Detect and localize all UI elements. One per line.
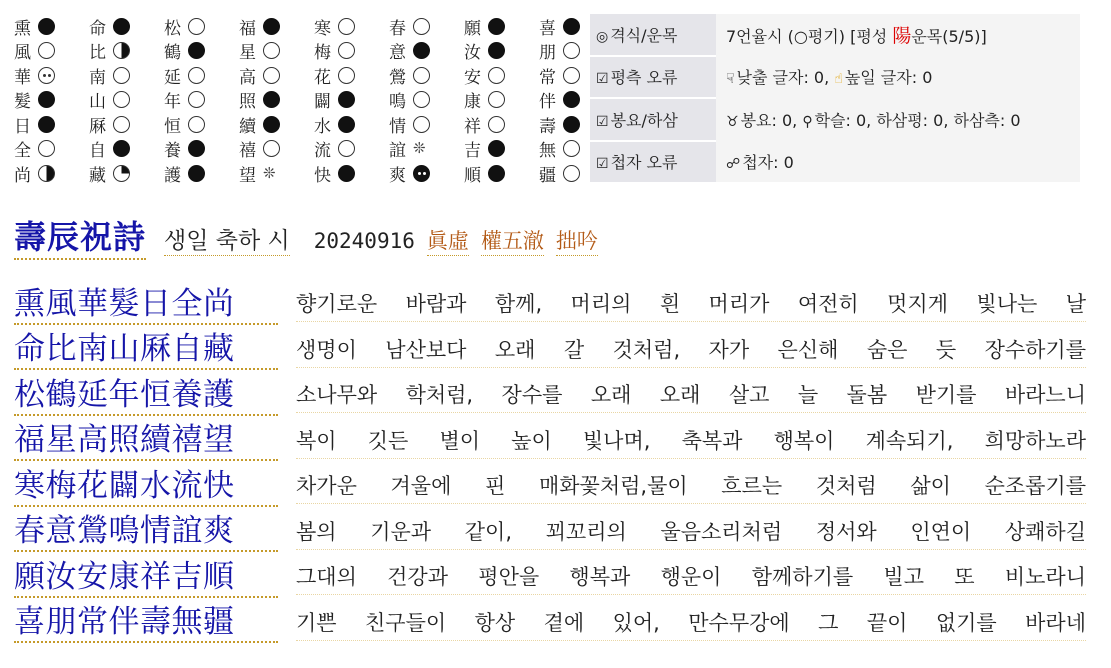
tone-char: 順 [464,165,481,186]
tone-cell [239,112,314,137]
tone-white-icon [563,140,580,157]
tone-black-icon [38,18,55,35]
analysis-table [590,14,1080,182]
tone-char: 松 [164,18,181,39]
tone-char: 延 [164,67,181,88]
tone-black-icon [413,42,430,59]
poem-line-hanzi[interactable]: 福星高照續禧望 [14,421,278,461]
tone-char: 汝 [464,43,481,64]
poem-line [14,328,1104,374]
tone-cell [389,39,464,64]
tone-cell [164,112,239,137]
tone-char: 闢 [314,92,331,113]
tone-cell [89,14,164,39]
tone-cell [89,112,164,137]
tone-cell [314,112,389,137]
tone-char: 鶯 [389,67,406,88]
poem-line-translation: 기쁜 친구들이 항상 곁에 있어, 만수무강에 그 끝이 없기를 바라네 [296,606,1086,641]
tone-white-icon [188,67,205,84]
tone-cell [314,63,389,88]
tone-char: 朋 [539,43,556,64]
tone-black-icon [488,165,505,182]
tone-cell [89,63,164,88]
tone-black-icon [188,140,205,157]
poem-line-hanzi[interactable]: 春意鶯鳴情誼爽 [14,512,278,552]
tone-white-icon [413,18,430,35]
tone-char: 星 [239,43,256,64]
rhyme-yang: 陽 [892,25,912,48]
tone-white-icon [113,116,130,133]
tone-char: 藏 [89,165,106,186]
tone-white-icon [263,42,280,59]
tone-char: 意 [389,43,406,64]
poem-line-hanzi[interactable]: 松鶴延年恒養護 [14,376,278,416]
poem-line-hanzi[interactable]: 寒梅花闢水流快 [14,467,278,507]
tone-white-icon [38,140,55,157]
tone-white-icon [338,67,355,84]
tone-cell [389,161,464,186]
tone-char: 吉 [464,141,481,162]
tone-cell [14,63,89,88]
tone-white-icon [413,116,430,133]
tone-white-icon [188,18,205,35]
tone-cell [314,88,389,113]
tone-black-icon [263,91,280,108]
tone-white-icon [338,140,355,157]
tone-char: 鶴 [164,43,181,64]
tone-black-icon [38,91,55,108]
poem-line [14,373,1104,419]
poem-line [14,464,1104,510]
tone-cell [239,63,314,88]
checkbox-icon: ☑ [596,71,609,88]
tone-cell [14,161,89,186]
tone-black-icon [263,116,280,133]
tone-char: 高 [239,67,256,88]
tone-white-icon [563,67,580,84]
tone-value: ☟ 낮출 글자: 0, ☝ 높일 글자: 0 [726,68,933,88]
point-up-icon: ☝ [834,71,843,88]
tone-char: 花 [314,67,331,88]
tone-char: 情 [389,116,406,137]
tone-quarter-icon [113,165,130,182]
tone-star-icon: ❊ [263,163,276,182]
poem-line-translation: 차가운 겨울에 핀 매화꽃처럼,물이 흐르는 것처럼 삶이 순조롭기를 [296,469,1086,504]
tone-cell [464,88,539,113]
tone-cell [239,88,314,113]
tone-half-icon [38,165,55,182]
tone-white-icon [413,91,430,108]
tone-char: 厤 [89,116,106,137]
poem-line [14,419,1104,465]
crane-knee-icon: ⚲ [802,113,813,130]
tone-char: 禧 [239,141,256,162]
tone-white-icon [188,116,205,133]
tone-char: 自 [89,141,106,162]
tone-cell [89,39,164,64]
tone-cell [164,63,239,88]
poem-line [14,601,1104,647]
tone-char: 照 [239,92,256,113]
tone-char: 流 [314,141,331,162]
poem-line-translation: 생명이 남산보다 오래 갈 것처럼, 자가 은신해 숨은 듯 장수하기를 [296,333,1086,368]
tone-cell [89,137,164,162]
poem-title: 壽辰祝詩 [14,212,146,260]
checkbox-icon: ☑ [596,113,609,130]
tone-cell [314,137,389,162]
tone-black-icon [338,116,355,133]
tone-white-icon [38,42,55,59]
poem-line-hanzi[interactable]: 願汝安康祥吉順 [14,558,278,598]
link-icon: ☍ [726,155,741,172]
tone-char: 梅 [314,43,331,64]
tone-cell [164,14,239,39]
poem-date: 20240916 [313,229,415,253]
tone-char: 南 [89,67,106,88]
poem-line-translation: 복이 깃든 별이 높이 빛나며, 축복과 행복이 계속되기, 희망하노라 [296,424,1086,459]
tone-char: 常 [539,67,556,88]
poem-line-translation: 소나무와 학처럼, 장수를 오래 오래 살고 늘 돌봄 받기를 바라느니 [296,378,1086,413]
tone-black-icon [488,42,505,59]
tone-black-icon [38,116,55,133]
tone-black-icon [488,18,505,35]
tone-char: 望 [239,165,256,186]
tone-black-icon [113,140,130,157]
tone-cell [239,39,314,64]
tone-row [590,56,1080,99]
repeat-row [590,141,1080,183]
tone-char: 祥 [464,116,481,137]
poem-line [14,510,1104,556]
tone-char: 熏 [14,18,31,39]
tone-char: 願 [464,18,481,39]
tone-cell [89,88,164,113]
tone-cell [14,112,89,137]
author-pen-name[interactable]: 眞虛 [427,225,469,256]
tone-cell [239,161,314,186]
tone-half-icon [113,42,130,59]
poem-line-hanzi[interactable]: 喜朋常伴壽無疆 [14,603,278,643]
tone-black-icon [188,165,205,182]
tone-char: 日 [14,116,31,137]
tone-white-icon [488,116,505,133]
tone-char: 風 [14,43,31,64]
tone-star-icon: ❊ [413,139,426,158]
target-icon: ◎ [596,28,609,45]
tone-char: 水 [314,116,331,137]
tone-char: 山 [89,92,106,113]
title-line [14,212,598,260]
tone-char: 福 [239,18,256,39]
tone-black-icon [563,116,580,133]
tone-cell [389,14,464,39]
tone-black-icon [188,42,205,59]
form-label[interactable]: ◎ 격식/운목 [590,14,716,56]
tone-char: 安 [464,67,481,88]
tone-cell [314,161,389,186]
tone-char: 無 [539,141,556,162]
poem-line [14,555,1104,601]
tone-char: 寒 [314,18,331,39]
rhyme-row [590,98,1080,141]
tone-char: 年 [164,92,181,113]
tone-cell [464,112,539,137]
tone-cell [239,14,314,39]
form-value: 7언율시 (○평기) [평성 陽운목(5/5)] [726,25,987,48]
tone-cell [389,88,464,113]
tone-cell [464,161,539,186]
tone-char: 恒 [164,116,181,137]
tone-char: 康 [464,92,481,113]
poem-line-hanzi[interactable]: 熏風華髮日全尚 [14,285,278,325]
tone-char: 疆 [539,165,556,186]
tone-cell [164,137,239,162]
tone-cell [464,137,539,162]
bee-waist-icon: ♉ [726,113,739,130]
tone-cell [164,88,239,113]
form-row [590,14,1080,56]
tone-char: 尚 [14,165,31,186]
tone-black-icon [338,91,355,108]
tone-cell [389,137,464,162]
tone-face-black-icon [413,165,430,182]
tone-char: 髮 [14,92,31,113]
tone-white-icon [113,67,130,84]
tone-cell [239,137,314,162]
rhyme-value: ♉ 봉요: 0, ⚲ 학슬: 0, 하삼평: 0, 하삼측: 0 [726,110,1021,130]
tone-cell [464,14,539,39]
tone-char: 喜 [539,18,556,39]
tone-char: 鳴 [389,92,406,113]
repeat-value: ☍ 첩자: 0 [726,152,794,172]
tone-white-icon [338,42,355,59]
poem-line-translation: 그대의 건강과 평안을 행복과 행운이 함께하기를 빌고 또 비노라니 [296,560,1086,595]
tone-white-icon [338,18,355,35]
tone-char: 誼 [389,141,406,162]
tone-black-icon [563,91,580,108]
tone-char: 續 [239,116,256,137]
poem-line-translation: 향기로운 바람과 함께, 머리의 흰 머리가 여전히 멋지게 빛나는 날 [296,287,1086,322]
tone-white-icon [488,91,505,108]
tone-black-icon [563,18,580,35]
tone-cell [464,39,539,64]
point-down-icon: ☟ [726,71,735,88]
tone-cell [389,63,464,88]
tone-label[interactable]: ☑ 평측 오류 [590,56,716,99]
tone-char: 華 [14,67,31,88]
tone-white-icon [113,91,130,108]
tone-cell [89,161,164,186]
tone-white-icon [263,67,280,84]
tone-cell [14,14,89,39]
author-name[interactable]: 權五澈 [481,225,544,256]
tone-black-icon [263,18,280,35]
tone-char: 快 [314,165,331,186]
tone-cell [14,137,89,162]
tone-char: 伴 [539,92,556,113]
tone-char: 比 [89,43,106,64]
tone-white-icon [188,91,205,108]
tone-white-icon [563,42,580,59]
tone-white-icon [263,140,280,157]
tone-cell [314,14,389,39]
repeat-label[interactable]: ☑ 첩자 오류 [590,141,716,183]
tone-face-icon [38,67,55,84]
poem-subtitle: 생일 축하 시 [164,222,290,256]
tone-cell [389,112,464,137]
tone-cell [14,39,89,64]
tone-char: 全 [14,141,31,162]
poem-line [14,282,1104,328]
tone-white-icon [413,67,430,84]
tone-char: 爽 [389,165,406,186]
checkbox-icon: ☑ [596,156,609,173]
tone-char: 命 [89,18,106,39]
tone-white-icon [488,67,505,84]
poem-line-translation: 봄의 기운과 같이, 꾀꼬리의 울음소리처럼 정서와 인연이 상쾌하길 [296,515,1086,550]
tone-black-icon [113,18,130,35]
tone-cell [164,39,239,64]
poem-line-hanzi[interactable]: 命比南山厤自藏 [14,330,278,370]
tone-grid [14,14,614,186]
tone-char: 春 [389,18,406,39]
tone-white-icon [563,165,580,182]
tone-black-icon [488,140,505,157]
tone-char: 壽 [539,116,556,137]
tone-char: 護 [164,165,181,186]
tone-cell [14,88,89,113]
rhyme-label[interactable]: ☑ 봉요/하삼 [590,98,716,141]
tone-cell [464,63,539,88]
poem-body [14,282,1104,646]
author-note[interactable]: 拙吟 [556,225,598,256]
tone-char: 養 [164,141,181,162]
tone-cell [164,161,239,186]
tone-black-icon [338,165,355,182]
tone-cell [314,39,389,64]
